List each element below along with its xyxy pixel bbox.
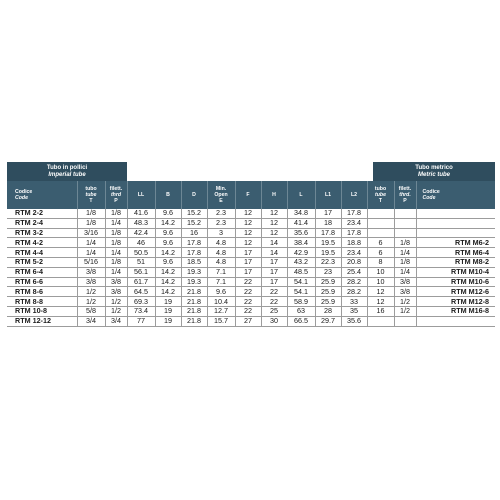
table-cell: 18.5 xyxy=(181,257,207,267)
table-cell: 9.6 xyxy=(155,228,181,238)
header-tube-in: tubo tube T xyxy=(77,181,105,209)
table-cell: 1/2 xyxy=(105,306,127,316)
table-row xyxy=(7,306,495,316)
table-cell: 1/8 xyxy=(105,238,127,248)
table-cell: 21.8 xyxy=(181,287,207,297)
table-cell: 29.7 xyxy=(315,316,341,326)
table-cell: 19.3 xyxy=(181,267,207,277)
table-cell: 51 xyxy=(127,257,155,267)
table-cell: 21.8 xyxy=(181,306,207,316)
header-b: B xyxy=(155,181,181,209)
code-imperial-cell: RTM 8-6 xyxy=(7,287,77,297)
table-cell: 25.9 xyxy=(315,287,341,297)
header-h: H xyxy=(261,181,287,209)
table-row xyxy=(7,238,495,248)
header-d: D xyxy=(181,181,207,209)
table-cell: 21.8 xyxy=(181,316,207,326)
code-imperial-cell: RTM 2-4 xyxy=(7,218,77,228)
table-cell: 18 xyxy=(315,218,341,228)
table-cell: 56.1 xyxy=(127,267,155,277)
table-cell: 22 xyxy=(235,306,261,316)
table-cell: 23 xyxy=(315,267,341,277)
table-cell: 14 xyxy=(261,248,287,258)
code-imperial-cell: RTM 12-12 xyxy=(7,316,77,326)
imperial-tube-header xyxy=(7,162,127,181)
code-imperial-cell: RTM 2-2 xyxy=(7,209,77,218)
code-metric-cell: RTM M8-2 xyxy=(416,257,495,267)
code-metric-cell xyxy=(416,228,495,238)
table-cell: 17 xyxy=(235,257,261,267)
table-cell: 12 xyxy=(367,287,394,297)
table-cell: 48.3 xyxy=(127,218,155,228)
table-cell: 21.8 xyxy=(181,297,207,307)
code-metric-cell: RTM M12-6 xyxy=(416,287,495,297)
code-imperial-cell: RTM 8-8 xyxy=(7,297,77,307)
table-row xyxy=(7,267,495,277)
table-cell: 22 xyxy=(235,287,261,297)
metric-tube-subtitle: Metric tube xyxy=(417,172,450,178)
table-header-row xyxy=(7,181,495,209)
table-cell: 9.6 xyxy=(155,238,181,248)
table-cell: 7.1 xyxy=(207,267,235,277)
table-cell: 30 xyxy=(261,316,287,326)
table-row xyxy=(7,257,495,267)
table-cell: 3/4 xyxy=(105,316,127,326)
table-cell: 1/2 xyxy=(394,297,416,307)
table-cell: 73.4 xyxy=(127,306,155,316)
table-cell: 1/2 xyxy=(77,297,105,307)
table-cell: 41.4 xyxy=(287,218,315,228)
table-cell: 2.3 xyxy=(207,218,235,228)
table-cell: 1/4 xyxy=(77,248,105,258)
table-cell: 61.7 xyxy=(127,277,155,287)
table-cell: 17 xyxy=(261,277,287,287)
code-metric-cell: RTM M10-4 xyxy=(416,267,495,277)
table-cell: 1/8 xyxy=(105,228,127,238)
code-metric-cell: RTM M16-8 xyxy=(416,306,495,316)
table-cell: 69.3 xyxy=(127,297,155,307)
table-cell: 17 xyxy=(315,209,341,218)
table-cell xyxy=(394,316,416,326)
code-metric-cell xyxy=(416,218,495,228)
code-imperial-cell: RTM 6-6 xyxy=(7,277,77,287)
table-cell: 42.4 xyxy=(127,228,155,238)
table-cell: 17.8 xyxy=(181,238,207,248)
table-cell: 9.6 xyxy=(155,257,181,267)
table-cell: 1/8 xyxy=(394,238,416,248)
table-cell: 50.5 xyxy=(127,248,155,258)
table-cell: 15.2 xyxy=(181,209,207,218)
table-cell: 48.5 xyxy=(287,267,315,277)
table-row xyxy=(7,277,495,287)
code-imperial-cell: RTM 4-2 xyxy=(7,238,77,248)
table-cell: 12 xyxy=(261,218,287,228)
table-cell: 3/8 xyxy=(105,277,127,287)
table-cell: 17 xyxy=(235,267,261,277)
header-l1: L1 xyxy=(315,181,341,209)
table-cell: 14.2 xyxy=(155,267,181,277)
table-cell: 1/4 xyxy=(105,248,127,258)
table-cell: 3/8 xyxy=(394,277,416,287)
code-imperial-cell: RTM 10-8 xyxy=(7,306,77,316)
table-row xyxy=(7,287,495,297)
table-cell: 5/8 xyxy=(77,306,105,316)
table-cell: 4.8 xyxy=(207,257,235,267)
table-cell: 46 xyxy=(127,238,155,248)
table-cell: 12 xyxy=(235,228,261,238)
metric-tube-header xyxy=(373,162,495,181)
table-cell: 9.6 xyxy=(207,287,235,297)
code-imperial-cell: RTM 4-4 xyxy=(7,248,77,258)
table-cell: 22 xyxy=(261,287,287,297)
code-metric-cell: RTM M10-6 xyxy=(416,277,495,287)
table-cell: 4.8 xyxy=(207,238,235,248)
table-cell: 10 xyxy=(367,267,394,277)
table-row xyxy=(7,248,495,258)
header-l: L xyxy=(287,181,315,209)
table-cell: 25.9 xyxy=(315,297,341,307)
table-cell: 64.5 xyxy=(127,287,155,297)
header-thread-mm: filett. thrd. P xyxy=(394,181,416,209)
header-f: F xyxy=(235,181,261,209)
table-cell: 19.5 xyxy=(315,248,341,258)
table-cell: 54.1 xyxy=(287,277,315,287)
table-cell: 17.8 xyxy=(341,209,367,218)
table-cell: 1/8 xyxy=(105,209,127,218)
table-cell: 22 xyxy=(235,277,261,287)
table-cell xyxy=(367,218,394,228)
table-cell: 6 xyxy=(367,248,394,258)
table-cell: 12 xyxy=(235,218,261,228)
table-cell: 1/8 xyxy=(77,218,105,228)
code-imperial-cell: RTM 5-2 xyxy=(7,257,77,267)
table-cell: 10 xyxy=(367,277,394,287)
table-row xyxy=(7,218,495,228)
table-cell: 19.3 xyxy=(181,277,207,287)
table-cell: 42.9 xyxy=(287,248,315,258)
table-cell: 15.2 xyxy=(181,218,207,228)
code-imperial-cell: RTM 3-2 xyxy=(7,228,77,238)
table-row xyxy=(7,297,495,307)
table-cell: 3/8 xyxy=(394,287,416,297)
header-tube-mm: tubo tube T xyxy=(367,181,394,209)
table-cell xyxy=(367,209,394,218)
table-cell: 33 xyxy=(341,297,367,307)
table-cell: 15.7 xyxy=(207,316,235,326)
table-cell: 3/16 xyxy=(77,228,105,238)
table-cell xyxy=(394,228,416,238)
table-row xyxy=(7,209,495,218)
table-cell: 25.9 xyxy=(315,277,341,287)
table-cell: 22 xyxy=(235,297,261,307)
table-cell: 12 xyxy=(235,238,261,248)
table-cell xyxy=(394,218,416,228)
table-cell: 1/2 xyxy=(105,297,127,307)
table-cell: 22 xyxy=(261,297,287,307)
table-cell: 25 xyxy=(261,306,287,316)
imperial-tube-title: Tubo in pollici xyxy=(46,165,88,171)
table-cell: 41.6 xyxy=(127,209,155,218)
table-cell: 17.8 xyxy=(341,228,367,238)
table-cell: 6 xyxy=(367,238,394,248)
code-metric-cell xyxy=(416,316,495,326)
table-cell: 1/2 xyxy=(77,287,105,297)
table-body xyxy=(7,209,495,326)
table-cell: 1/4 xyxy=(105,267,127,277)
table-cell: 3/8 xyxy=(77,267,105,277)
table-cell: 1/4 xyxy=(394,267,416,277)
table-cell: 23.4 xyxy=(341,248,367,258)
table-cell: 18.8 xyxy=(341,238,367,248)
table-cell: 1/4 xyxy=(394,248,416,258)
table-cell: 9.6 xyxy=(155,209,181,218)
table-cell: 4.8 xyxy=(207,248,235,258)
table-cell: 12 xyxy=(235,209,261,218)
table-cell: 27 xyxy=(235,316,261,326)
table-cell: 12 xyxy=(261,228,287,238)
table-cell: 16 xyxy=(367,306,394,316)
table-cell: 17 xyxy=(235,248,261,258)
table-cell: 1/4 xyxy=(77,238,105,248)
table-cell: 1/8 xyxy=(77,209,105,218)
table-cell: 12 xyxy=(261,209,287,218)
table-cell: 14.2 xyxy=(155,287,181,297)
table-cell: 17 xyxy=(261,257,287,267)
code-imperial-cell: RTM 6-4 xyxy=(7,267,77,277)
table-cell: 25.4 xyxy=(341,267,367,277)
dimensions-table xyxy=(7,181,495,327)
table-cell: 17.8 xyxy=(315,228,341,238)
table-cell: 3/8 xyxy=(105,287,127,297)
table-cell xyxy=(367,228,394,238)
table-cell: 63 xyxy=(287,306,315,316)
table-cell: 14 xyxy=(261,238,287,248)
code-metric-cell: RTM M6-2 xyxy=(416,238,495,248)
table-row xyxy=(7,316,495,326)
table-cell: 38.4 xyxy=(287,238,315,248)
table-cell: 35.6 xyxy=(341,316,367,326)
table-cell: 17 xyxy=(261,267,287,277)
table-cell: 28 xyxy=(315,306,341,316)
table-cell: 5/16 xyxy=(77,257,105,267)
table-cell: 12 xyxy=(367,297,394,307)
imperial-tube-subtitle: Imperial tube xyxy=(48,172,86,178)
table-cell: 19 xyxy=(155,306,181,316)
table-cell: 10.4 xyxy=(207,297,235,307)
table-cell: 1/2 xyxy=(394,306,416,316)
table-cell: 77 xyxy=(127,316,155,326)
table-cell: 19.5 xyxy=(315,238,341,248)
table-cell: 20.8 xyxy=(341,257,367,267)
table-cell xyxy=(394,209,416,218)
table-cell: 58.9 xyxy=(287,297,315,307)
table-cell: 28.2 xyxy=(341,287,367,297)
table-cell: 3/8 xyxy=(77,277,105,287)
code-metric-cell: RTM M12-8 xyxy=(416,297,495,307)
metric-tube-title: Tubo metrico xyxy=(415,165,453,171)
table-cell: 66.5 xyxy=(287,316,315,326)
table-cell: 8 xyxy=(367,257,394,267)
table-cell: 14.2 xyxy=(155,248,181,258)
table-cell: 54.1 xyxy=(287,287,315,297)
table-cell: 19 xyxy=(155,316,181,326)
table-cell: 28.2 xyxy=(341,277,367,287)
header-code-right: Codice Code xyxy=(416,181,495,209)
table-cell: 19 xyxy=(155,297,181,307)
header-l2: L2 xyxy=(341,181,367,209)
table-cell: 35 xyxy=(341,306,367,316)
table-cell: 3/4 xyxy=(77,316,105,326)
code-metric-cell xyxy=(416,209,495,218)
table-cell: 1/4 xyxy=(105,218,127,228)
table-row xyxy=(7,228,495,238)
table-cell: 23.4 xyxy=(341,218,367,228)
table-cell: 2.3 xyxy=(207,209,235,218)
table-cell: 43.2 xyxy=(287,257,315,267)
table-cell: 16 xyxy=(181,228,207,238)
table-cell: 12.7 xyxy=(207,306,235,316)
table-cell: 17.8 xyxy=(181,248,207,258)
header-code-left: Codice Code xyxy=(7,181,77,209)
table-cell: 22.3 xyxy=(315,257,341,267)
header-thread-in: filett. thrd P xyxy=(105,181,127,209)
table-cell: 14.2 xyxy=(155,218,181,228)
header-min-open: Min. Open E xyxy=(207,181,235,209)
table-cell xyxy=(367,316,394,326)
table-cell: 34.8 xyxy=(287,209,315,218)
table-cell: 35.6 xyxy=(287,228,315,238)
code-metric-cell: RTM M6-4 xyxy=(416,248,495,258)
table-cell: 1/8 xyxy=(394,257,416,267)
header-ll: LL xyxy=(127,181,155,209)
table-cell: 14.2 xyxy=(155,277,181,287)
table-cell: 7.1 xyxy=(207,277,235,287)
table-cell: 1/8 xyxy=(105,257,127,267)
table-cell: 3 xyxy=(207,228,235,238)
